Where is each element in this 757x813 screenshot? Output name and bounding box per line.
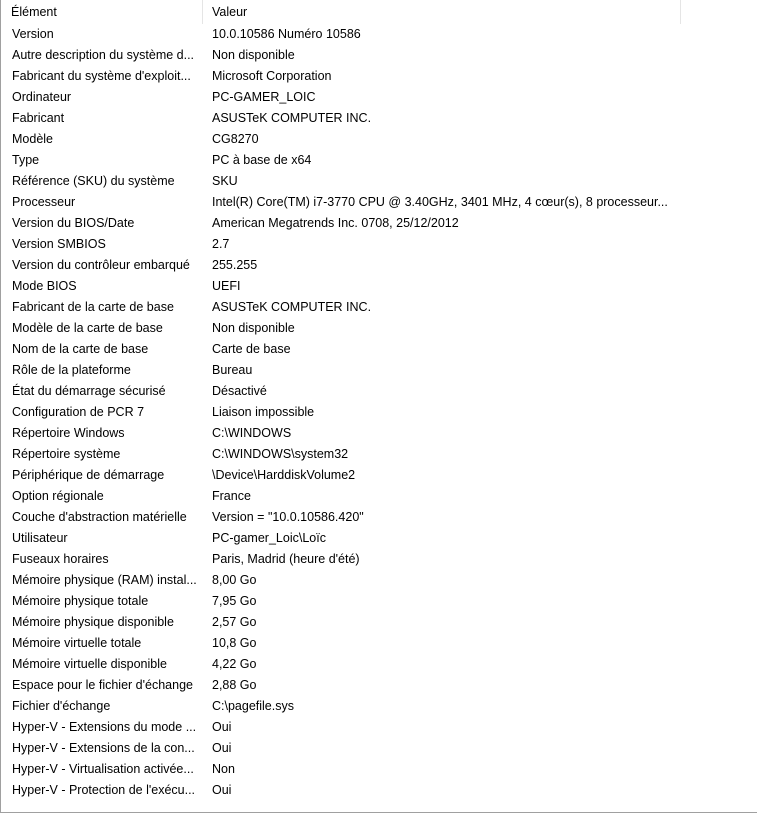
item-value: American Megatrends Inc. 0708, 25/12/2012 xyxy=(212,216,459,230)
item-value: 2,57 Go xyxy=(212,615,257,629)
item-name: Version SMBIOS xyxy=(12,237,106,251)
item-value: \Device\HarddiskVolume2 xyxy=(212,468,356,482)
item-name: Fabricant du système d'exploit... xyxy=(12,69,191,83)
item-name: Configuration de PCR 7 xyxy=(12,405,145,419)
list-item[interactable] xyxy=(1,66,757,87)
list-item[interactable] xyxy=(1,738,757,759)
list-item[interactable] xyxy=(1,570,757,591)
item-name: Version xyxy=(12,27,54,41)
list-item[interactable] xyxy=(1,234,757,255)
list-item[interactable] xyxy=(1,444,757,465)
item-value: Liaison impossible xyxy=(212,405,315,419)
item-value: C:\WINDOWS xyxy=(212,426,292,440)
item-value: Paris, Madrid (heure d'été) xyxy=(212,552,360,566)
item-name: Rôle de la plateforme xyxy=(12,363,131,377)
item-name: Type xyxy=(12,153,40,167)
list-item[interactable] xyxy=(1,717,757,738)
item-name: Autre description du système d... xyxy=(12,48,195,62)
list-item[interactable] xyxy=(1,255,757,276)
list-item[interactable] xyxy=(1,339,757,360)
item-value: ASUSTeK COMPUTER INC. xyxy=(212,300,372,314)
list-item[interactable] xyxy=(1,507,757,528)
item-value: 10,8 Go xyxy=(212,636,257,650)
list-item[interactable] xyxy=(1,402,757,423)
item-name: Utilisateur xyxy=(12,531,68,545)
item-value: Version = "10.0.10586.420" xyxy=(212,510,364,524)
item-name: Fuseaux horaires xyxy=(12,552,109,566)
item-value: 10.0.10586 Numéro 10586 xyxy=(212,27,361,41)
item-value: 4,22 Go xyxy=(212,657,257,671)
list-item[interactable] xyxy=(1,591,757,612)
list-item[interactable] xyxy=(1,528,757,549)
item-name: État du démarrage sécurisé xyxy=(12,384,166,398)
list-item[interactable] xyxy=(1,171,757,192)
item-value: 2,88 Go xyxy=(212,678,257,692)
item-name: Mémoire virtuelle disponible xyxy=(12,657,167,671)
list-body xyxy=(1,24,757,801)
list-header xyxy=(1,0,757,24)
item-value: 255.255 xyxy=(212,258,258,272)
item-value: SKU xyxy=(212,174,238,188)
list-item[interactable] xyxy=(1,696,757,717)
item-name: Nom de la carte de base xyxy=(12,342,149,356)
item-value: Intel(R) Core(TM) i7-3770 CPU @ 3.40GHz, 3401 MHz, 4 cœur(s), 8 processeur... xyxy=(212,195,668,209)
item-name: Mémoire virtuelle totale xyxy=(12,636,142,650)
item-name: Hyper-V - Protection de l'exécu... xyxy=(12,783,196,797)
list-item[interactable] xyxy=(1,24,757,45)
item-value: 7,95 Go xyxy=(212,594,257,608)
item-value: Non disponible xyxy=(212,321,295,335)
item-value: C:\WINDOWS\system32 xyxy=(212,447,349,461)
list-item[interactable] xyxy=(1,297,757,318)
item-name: Version du BIOS/Date xyxy=(12,216,135,230)
item-value: UEFI xyxy=(212,279,241,293)
column-header-element[interactable]: Élément xyxy=(11,5,57,19)
list-item[interactable] xyxy=(1,150,757,171)
item-name: Répertoire système xyxy=(12,447,121,461)
item-name: Fichier d'échange xyxy=(12,699,111,713)
list-item[interactable] xyxy=(1,654,757,675)
item-value: 2.7 xyxy=(212,237,230,251)
list-item[interactable] xyxy=(1,549,757,570)
list-item[interactable] xyxy=(1,759,757,780)
list-item[interactable] xyxy=(1,675,757,696)
item-name: Version du contrôleur embarqué xyxy=(12,258,190,272)
list-item[interactable] xyxy=(1,87,757,108)
item-value: PC-gamer_Loic\Loïc xyxy=(212,531,326,545)
item-value: Bureau xyxy=(212,363,253,377)
list-item[interactable] xyxy=(1,381,757,402)
item-name: Référence (SKU) du système xyxy=(12,174,175,188)
item-name: Hyper-V - Extensions du mode ... xyxy=(12,720,197,734)
item-name: Couche d'abstraction matérielle xyxy=(12,510,187,524)
list-item[interactable] xyxy=(1,45,757,66)
list-item[interactable] xyxy=(1,360,757,381)
item-name: Mode BIOS xyxy=(12,279,77,293)
list-item[interactable] xyxy=(1,129,757,150)
item-name: Ordinateur xyxy=(12,90,72,104)
item-value: Oui xyxy=(212,783,232,797)
list-item[interactable] xyxy=(1,192,757,213)
item-name: Processeur xyxy=(12,195,76,209)
item-name: Option régionale xyxy=(12,489,104,503)
item-name: Mémoire physique disponible xyxy=(12,615,174,629)
item-value: PC-GAMER_LOIC xyxy=(212,90,316,104)
column-divider[interactable] xyxy=(680,0,681,24)
item-value: Non disponible xyxy=(212,48,295,62)
list-item[interactable] xyxy=(1,612,757,633)
item-value: Oui xyxy=(212,741,232,755)
item-value: ASUSTeK COMPUTER INC. xyxy=(212,111,372,125)
item-value: Oui xyxy=(212,720,232,734)
item-name: Fabricant de la carte de base xyxy=(12,300,174,314)
list-item[interactable] xyxy=(1,318,757,339)
item-name: Modèle de la carte de base xyxy=(12,321,163,335)
item-value: Non xyxy=(212,762,235,776)
item-value: Microsoft Corporation xyxy=(212,69,332,83)
list-item[interactable] xyxy=(1,633,757,654)
item-value: 8,00 Go xyxy=(212,573,257,587)
list-item[interactable] xyxy=(1,486,757,507)
list-item[interactable] xyxy=(1,423,757,444)
list-item[interactable] xyxy=(1,213,757,234)
item-name: Répertoire Windows xyxy=(12,426,125,440)
list-item[interactable] xyxy=(1,465,757,486)
item-name: Fabricant xyxy=(12,111,65,125)
item-value: CG8270 xyxy=(212,132,259,146)
item-value: Désactivé xyxy=(212,384,267,398)
item-name: Mémoire physique (RAM) instal... xyxy=(12,573,197,587)
item-name: Mémoire physique totale xyxy=(12,594,149,608)
list-item[interactable] xyxy=(1,108,757,129)
item-name: Hyper-V - Virtualisation activée... xyxy=(12,762,194,776)
item-name: Hyper-V - Extensions de la con... xyxy=(12,741,195,755)
item-value: Carte de base xyxy=(212,342,291,356)
column-header-value[interactable]: Valeur xyxy=(212,5,248,19)
item-value: France xyxy=(212,489,251,503)
item-name: Modèle xyxy=(12,132,53,146)
item-name: Espace pour le fichier d'échange xyxy=(12,678,193,692)
list-item[interactable] xyxy=(1,780,757,801)
item-value: C:\pagefile.sys xyxy=(212,699,294,713)
item-name: Périphérique de démarrage xyxy=(12,468,165,482)
list-item[interactable] xyxy=(1,276,757,297)
item-value: PC à base de x64 xyxy=(212,153,312,167)
